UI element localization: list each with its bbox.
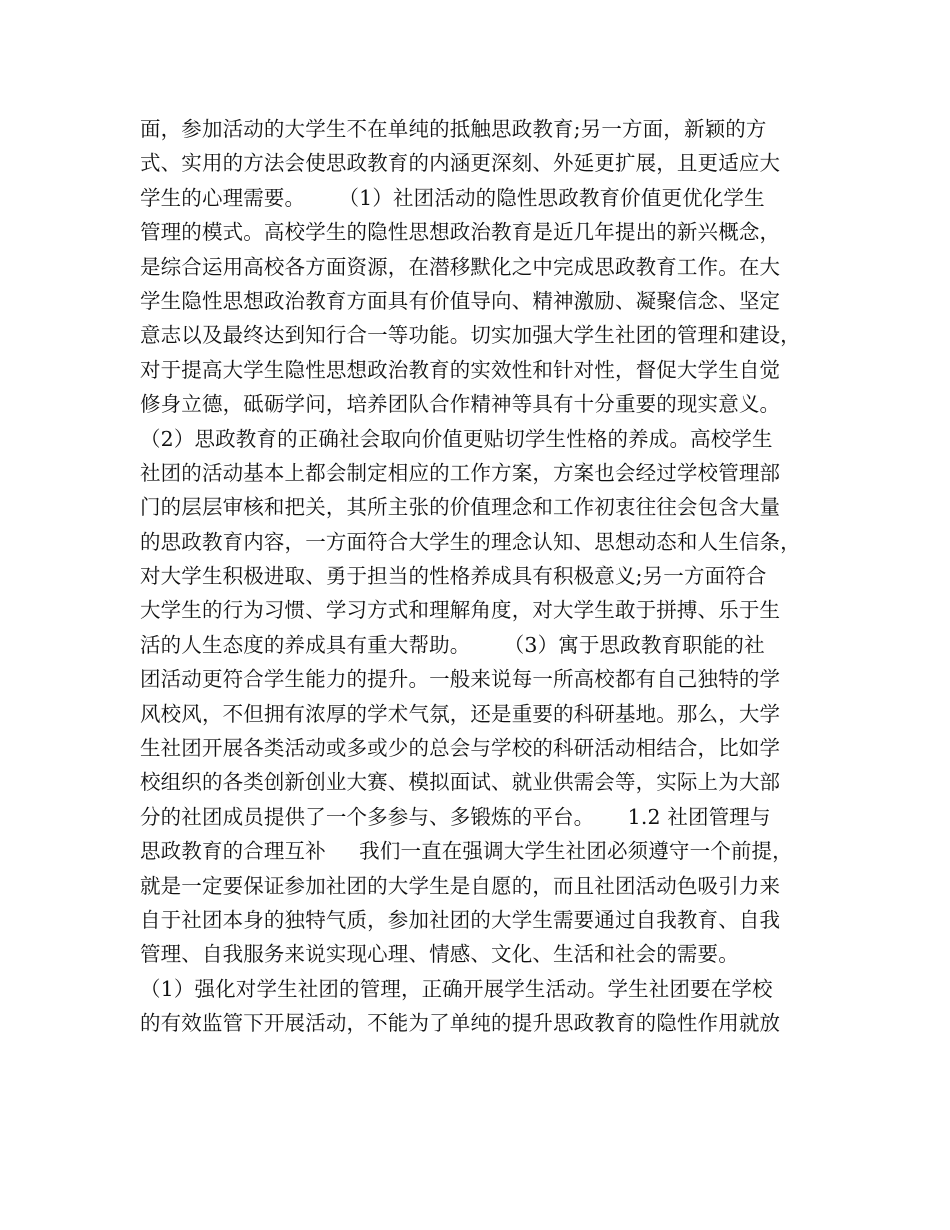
text-line: 是综合运用高校各方面资源，在潜移默化之中完成思政教育工作。在大 [140,254,781,279]
text-line: 学生的心理需要。 （1）社团活动的隐性思政教育价值更优化学生 [140,185,765,210]
text-line: 的思政教育内容，一方面符合大学生的理念认知、思想动态和人生信条， [140,529,801,554]
text-line: 自于社团本身的独特气质，参加社团的大学生需要通过自我教育、自我 [140,907,781,932]
text-line: 式、实用的方法会使思政教育的内涵更深刻、外延更扩展，且更适应大 [140,151,781,176]
text-line: 社团的活动基本上都会制定相应的工作方案，方案也会经过学校管理部 [140,460,781,485]
text-line: 对大学生积极进取、勇于担当的性格养成具有积极意义;另一方面符合 [140,564,767,589]
text-line: 风校风，不但拥有浓厚的学术气氛，还是重要的科研基地。那么，大学 [140,701,781,726]
text-line: 管理的模式。高校学生的隐性思想政治教育是近几年提出的新兴概念， [140,220,781,245]
text-line: 就是一定要保证参加社团的大学生是自愿的，而且社团活动色吸引力来 [140,873,781,898]
text-line: （2）思政教育的正确社会取向价值更贴切学生性格的养成。高校学生 [140,426,773,451]
text-line: 的有效监管下开展活动，不能为了单纯的提升思政教育的隐性作用就放 [140,1011,781,1036]
text-line: 校组织的各类创新创业大赛、模拟面试、就业供需会等，实际上为大部 [140,770,781,795]
text-line: 门的层层审核和把关，其所主张的价值理念和工作初衷往往会包含大量 [140,495,781,520]
text-line: 活的人生态度的养成具有重大帮助。 （3）寓于思政教育职能的社 [140,632,765,657]
text-line: 对于提高大学生隐性思想政治教育的实效性和针对性，督促大学生自觉 [140,357,781,382]
text-line: 大学生的行为习惯、学习方式和理解角度，对大学生敢于拼搏、乐于生 [140,598,781,623]
text-line: 生社团开展各类活动或多或少的总会与学校的科研活动相结合，比如学 [140,736,781,761]
text-line: （1）强化对学生社团的管理，正确开展学生活动。学生社团要在学校 [140,976,773,1001]
text-line: 学生隐性思想政治教育方面具有价值导向、精神激励、凝聚信念、坚定 [140,288,781,313]
text-line: 意志以及最终达到知行合一等功能。切实加强大学生社团的管理和建设， [140,323,801,348]
text-line: 分的社团成员提供了一个多参与、多锻炼的平台。 1.2 社团管理与 [140,804,771,829]
text-line: 团活动更符合学生能力的提升。一般来说每一所高校都有自己独特的学 [140,667,781,692]
text-line: 思政教育的合理互补 我们一直在强调大学生社团必须遵守一个前提， [140,839,793,864]
text-line: 修身立德，砥砺学问，培养团队合作精神等具有十分重要的现实意义。 [140,392,781,417]
body-text [140,112,820,1041]
text-line: 管理、自我服务来说实现心理、情感、文化、生活和社会的需要。 [140,942,739,967]
text-line: 面，参加活动的大学生不在单纯的抵触思政教育;另一方面，新颖的方 [140,117,767,141]
